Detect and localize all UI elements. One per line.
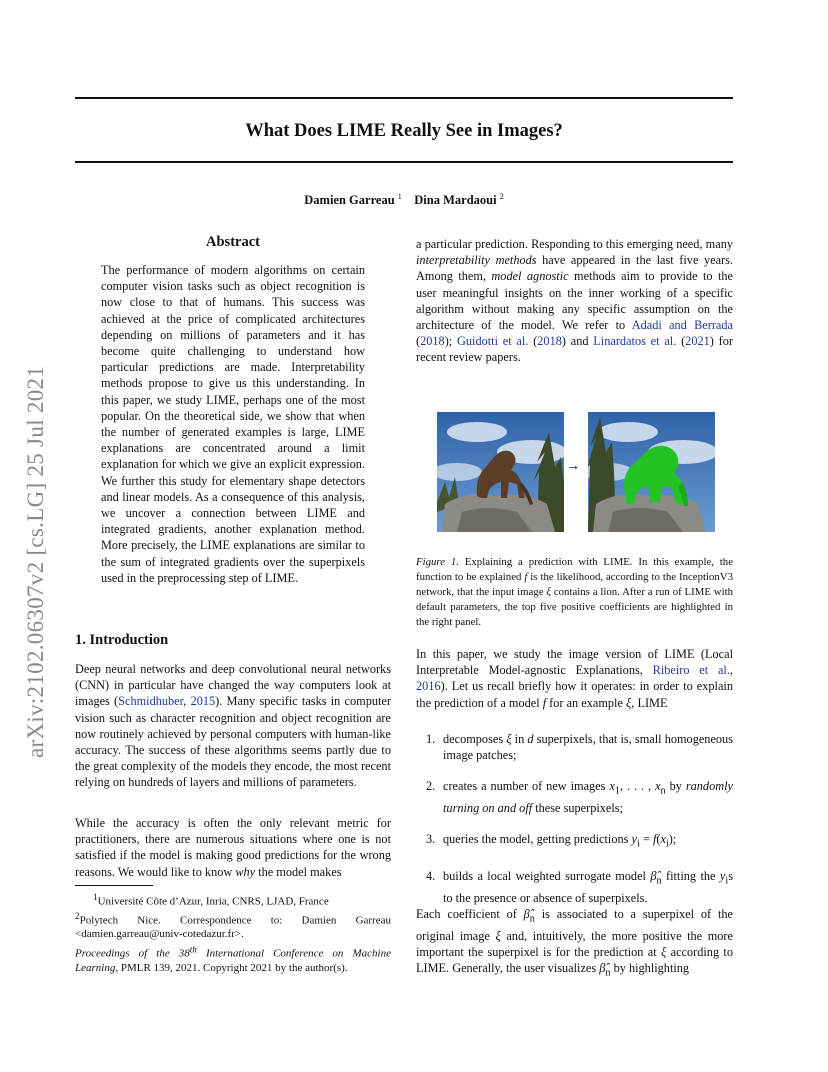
math-subscript: n bbox=[529, 913, 535, 925]
paper-title: What Does LIME Really See in Images? bbox=[245, 121, 563, 141]
math-symbol: β̂ bbox=[599, 961, 606, 976]
text-span: In this paper, we study the image version of LIME (Local Interpretable Model-agnostic Explanations, bbox=[416, 647, 733, 678]
author-name: Damien Garreau bbox=[304, 193, 395, 208]
abstract-text: The performance of modern algorithms on certain computer vision tasks such as object recognition is now close to that of humans. This success was achieved at the price of complicated architectures depending on millions of parameters and it has become quite challenging to understand how particular predictions are made. Interpretability methods propose to give us this understanding. In this paper, we study LIME, perhaps one of the most popular. On the theoretical side, we show that when the number of generated examples is large, LIME explanations are concentrated around a limit explanation for which we give an explicit expression. We further this study for elementary shape detectors and linear models. As a consequence of this analysis, we uncover a connection between LIME and integrated gradients, another explanation method. More precisely, the LIME explanations are similar to the sum of integrated gradients over the superpixels used in the preprocessing step of LIME. bbox=[101, 263, 365, 585]
text-span: ); bbox=[668, 832, 677, 847]
citation-link[interactable]: Adadi and Berrada bbox=[631, 318, 733, 333]
text-span: by highlighting bbox=[610, 961, 690, 976]
math-symbol: ξ bbox=[626, 695, 632, 710]
text-span: for an example bbox=[546, 695, 627, 710]
emphasis: model agnostic bbox=[491, 269, 569, 284]
math-subscript: i bbox=[665, 838, 669, 850]
text-span: the model makes bbox=[255, 864, 342, 879]
text-span: s to the presence or absence of superpixels. bbox=[443, 868, 733, 905]
section-heading-introduction: 1. Introduction bbox=[75, 632, 169, 648]
author-list bbox=[75, 192, 733, 208]
figure-original-image bbox=[437, 412, 564, 532]
math-subscript: 1 bbox=[614, 785, 620, 797]
text-span: fitting the bbox=[661, 868, 720, 883]
arxiv-stamp: arXiv:2102.06307v2 [cs.LG] 25 Jul 2021 bbox=[23, 365, 48, 758]
footnotes bbox=[75, 890, 391, 941]
citation-year-link[interactable]: 2018 bbox=[537, 334, 562, 349]
text-span: Explaining a prediction with LIME. In this example, the function to be explained bbox=[416, 556, 733, 583]
figure-explanation-image bbox=[588, 412, 715, 532]
text-span: , . . . , bbox=[619, 779, 656, 794]
math-symbol: x bbox=[609, 779, 615, 794]
math-symbol: x bbox=[660, 832, 666, 847]
emphasis: interpretability methods bbox=[416, 253, 537, 268]
lime-description-paragraph: In this paper, we study the image version of LIME (Local Interpretable Model-agnostic Explanations, Ribeiro et al., 2016). Let us recall briefly how it operates: in order to explain the prediction of a model f for an example ξ, LIME bbox=[416, 647, 733, 710]
math-symbol: f bbox=[524, 571, 528, 583]
text-span: superpixels, that is, small homogeneous image patches; bbox=[443, 732, 733, 763]
math-subscript: i bbox=[725, 875, 729, 887]
author-affiliation: 2 bbox=[499, 192, 504, 201]
citation-link[interactable]: Linardatos et al. bbox=[593, 334, 677, 349]
list-item bbox=[416, 778, 733, 816]
text-span: contains a lion. After a run of LIME with default parameters, the top five positive coefficients are highlighted in the right panel. bbox=[416, 586, 734, 628]
text-span: = bbox=[639, 832, 653, 847]
footnote-rule bbox=[75, 885, 153, 886]
text-span: creates a number of new images bbox=[443, 779, 610, 794]
caption-label: Figure 1. bbox=[416, 556, 459, 568]
text-span: While the accuracy is often the only relevant metric for practitioners, there are numerous situations where one is not satisfied if the model is making good predictions for the wrong reasons. We would like to know bbox=[75, 816, 391, 879]
text-span: is associated to a superpixel of the original image bbox=[416, 907, 733, 943]
author-affiliation: 1 bbox=[397, 192, 402, 201]
emphasis: randomly turning on and off bbox=[443, 779, 733, 816]
math-symbol: β̂ bbox=[523, 907, 530, 921]
proceedings-venue: International Conference on Machine Learning bbox=[75, 947, 391, 975]
text-span: these superpixels; bbox=[532, 801, 624, 816]
footnote-2: $^2$Polytech Nice. Correspondence to: Damien Garreau <damien.garreau@univ-cotedazur.fr>. bbox=[75, 910, 391, 941]
lime-steps-list bbox=[416, 731, 733, 906]
citation-year-link[interactable]: 2015 bbox=[190, 694, 216, 709]
list-number: 2. bbox=[426, 779, 436, 794]
math-symbol: f bbox=[542, 695, 547, 710]
text-span: for recent review papers. bbox=[416, 334, 733, 365]
list-number: 3. bbox=[426, 832, 436, 847]
text-span: according to LIME. Generally, the user visualizes bbox=[416, 944, 733, 976]
list-number: 4. bbox=[426, 868, 436, 883]
math-symbol: x bbox=[655, 779, 661, 794]
text-span: builds a local weighted surrogate model bbox=[443, 868, 651, 883]
text-span: Deep neural networks and deep convolutional neural networks (CNN) in particular have changed the way computers look at images ( bbox=[75, 662, 391, 709]
citation-year-link[interactable]: 2016 bbox=[416, 679, 441, 694]
citation-year-link[interactable]: 2018 bbox=[420, 334, 445, 349]
text-span: decomposes bbox=[443, 732, 507, 746]
author-name: Dina Mardaoui bbox=[414, 193, 497, 208]
intro-paragraph bbox=[75, 815, 391, 880]
math-subscript: n bbox=[660, 785, 666, 797]
text-span: and, intuitively, the more positive the more important the superpixel is for the prediction at bbox=[416, 928, 733, 959]
top-rule bbox=[75, 97, 733, 99]
text-span: by bbox=[665, 779, 686, 794]
math-symbol: β̂ bbox=[650, 868, 657, 883]
text-span: in bbox=[511, 732, 528, 746]
text-span: Each coefficient of bbox=[416, 907, 524, 921]
math-symbol: y bbox=[719, 868, 726, 883]
text-span: methods aim to provide to the user meaningful insights on the inner working of a specific algorithm without making any specific assumption on the architecture of the model. We refer to bbox=[416, 269, 733, 333]
proceedings-note bbox=[75, 942, 391, 976]
citation-link[interactable]: Schmidhuber bbox=[118, 694, 184, 709]
text-span: is the likelihood, according to the InceptionV3 network, that the input image bbox=[416, 571, 733, 598]
title-bottom-rule bbox=[75, 161, 733, 163]
figure-caption bbox=[416, 555, 733, 630]
coefficient-paragraph bbox=[416, 906, 733, 982]
intro-paragraph: Deep neural networks and deep convolutional neural networks (CNN) in particular have changed the way computers look at images (Schmidhuber, 2015). Many specific tasks in computer vision such as character recognition and object recognition are now routinely achieved by personal computers with human-like accuracy. The success of these algorithms seems partly due to the great complexity of the models they encode, the most recent relying on hundreds of layers and millions of parameters. bbox=[75, 662, 391, 790]
citation-link[interactable]: Guidotti et al. bbox=[457, 334, 529, 349]
citation-link[interactable]: Ribeiro et al. bbox=[652, 663, 730, 678]
math-symbol: f bbox=[652, 832, 657, 847]
citation-year-link[interactable]: 2021 bbox=[685, 334, 710, 349]
math-subscript: i bbox=[636, 838, 640, 850]
math-symbol: ξ bbox=[495, 928, 501, 943]
text-span: queries the model, getting predictions bbox=[443, 832, 632, 847]
text-span: , LIME bbox=[631, 695, 668, 710]
math-subscript: n bbox=[656, 875, 662, 887]
text-span: ( bbox=[656, 832, 661, 847]
math-symbol: ξ bbox=[506, 732, 512, 746]
footnote-1: $^1$Université Côte d’Azur, Inria, CNRS, LJAD, France bbox=[93, 892, 329, 908]
math-symbol: ξ bbox=[546, 586, 551, 598]
list-number: 1. bbox=[426, 732, 436, 746]
text-span: a particular prediction. Responding to this emerging need, many bbox=[416, 237, 733, 251]
list-item bbox=[416, 731, 733, 763]
emphasis: why bbox=[235, 864, 256, 879]
list-item bbox=[416, 868, 733, 906]
proceedings-venue: Proceedings of the 38 bbox=[75, 947, 190, 960]
proceedings-copyright: , PMLR 139, 2021. Copyright 2021 by the author(s). bbox=[115, 962, 348, 975]
list-item bbox=[416, 831, 733, 853]
abstract-heading: Abstract bbox=[206, 234, 260, 250]
math-symbol: ξ bbox=[661, 944, 667, 959]
text-span: have appeared in the last five years. Among them, bbox=[416, 253, 733, 284]
math-symbol: y bbox=[631, 832, 637, 847]
text-span: ). Let us recall briefly how it operates: in order to explain the prediction of a model bbox=[416, 679, 733, 710]
figure-arrow: → bbox=[566, 459, 580, 474]
footnote-text: Polytech Nice. Correspondence to: Damien Garreau <damien.garreau@univ-cotedazur.fr>. bbox=[75, 914, 391, 941]
math-subscript: n bbox=[605, 967, 611, 979]
math-symbol: d bbox=[527, 732, 534, 746]
intro-paragraph-continued: a particular prediction. Responding to this emerging need, many interpretability methods have appeared in the last five years. Among them, model agnostic methods aim to provide to the user meaningful insights on the inner working of a specific algorithm without making any specific assumption on the architecture of the model. We refer to Adadi and Berrada (2018); Guidotti et al. (2018) and Linardatos et al. (2021) for recent review papers. bbox=[416, 237, 733, 365]
footnote-text: Université Côte d’Azur, Inria, CNRS, LJAD, France bbox=[97, 895, 329, 908]
text-span: ). Many specific tasks in computer vision such as character recognition and object recognition are now routinely achieved by personal computers with human-like accuracy. The success of these algorithms seems partly due to the great complexity of the models they encode, the most recent relying on hundreds of layers and millions of parameters. bbox=[75, 694, 391, 790]
proceedings-sup: th bbox=[189, 944, 197, 954]
